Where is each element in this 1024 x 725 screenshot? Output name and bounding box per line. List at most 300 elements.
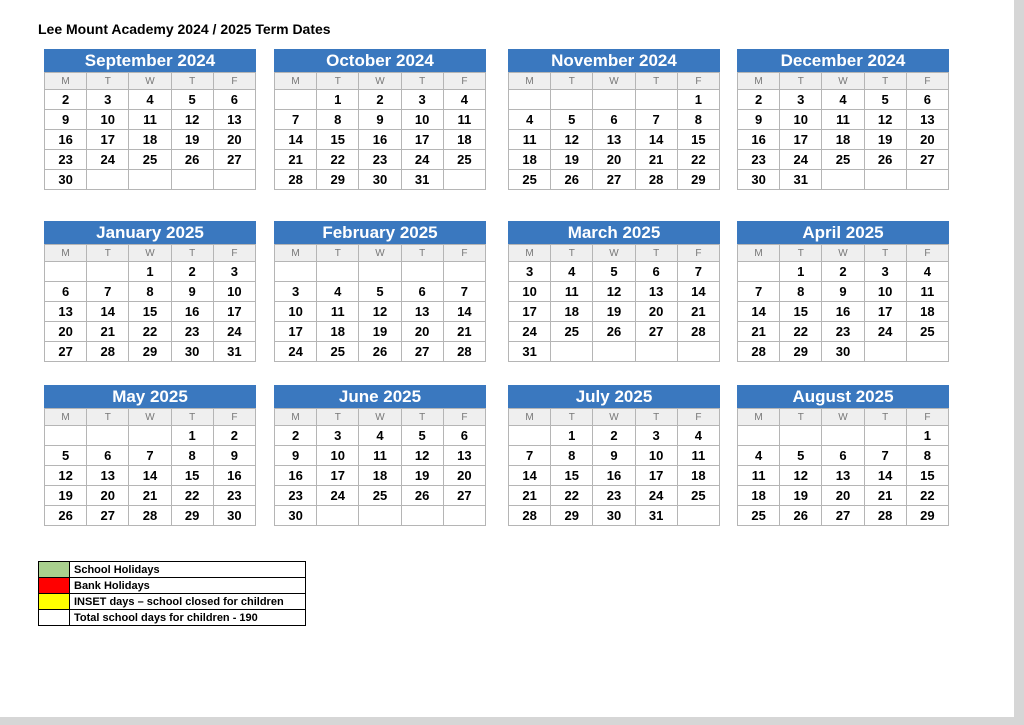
day-cell: 25 <box>129 150 171 170</box>
day-cell: 17 <box>509 302 551 322</box>
day-cell: 2 <box>213 426 255 446</box>
day-cell: 3 <box>401 90 443 110</box>
day-cell: 11 <box>317 302 359 322</box>
day-cell: 13 <box>401 302 443 322</box>
day-cell: 29 <box>317 170 359 190</box>
day-cell: 27 <box>401 342 443 362</box>
day-cell: 25 <box>551 322 593 342</box>
day-cell: 18 <box>677 466 719 486</box>
week-row <box>45 282 256 302</box>
day-cell: 16 <box>275 466 317 486</box>
day-cell <box>275 262 317 282</box>
day-cell: 28 <box>864 506 906 526</box>
day-cell: 17 <box>317 466 359 486</box>
day-cell: 19 <box>780 486 822 506</box>
month-calendar <box>44 49 256 190</box>
week-row <box>45 90 256 110</box>
day-cell: 20 <box>87 486 129 506</box>
week-row <box>738 150 949 170</box>
week-row <box>45 426 256 446</box>
day-cell: 21 <box>677 302 719 322</box>
day-cell: 13 <box>635 282 677 302</box>
day-cell: 2 <box>171 262 213 282</box>
day-cell: 4 <box>443 90 485 110</box>
day-cell: 3 <box>635 426 677 446</box>
day-cell: 25 <box>359 486 401 506</box>
month-grid <box>274 72 486 190</box>
day-cell: 30 <box>45 170 87 190</box>
weekday-label: W <box>822 409 864 426</box>
day-cell <box>906 342 948 362</box>
day-cell: 23 <box>738 150 780 170</box>
day-cell: 3 <box>213 262 255 282</box>
week-row <box>509 130 720 150</box>
day-cell: 14 <box>864 466 906 486</box>
weekday-label: T <box>171 409 213 426</box>
day-cell <box>822 170 864 190</box>
month-calendar <box>274 49 486 190</box>
day-cell: 19 <box>551 150 593 170</box>
day-cell: 14 <box>129 466 171 486</box>
day-cell: 7 <box>509 446 551 466</box>
week-row <box>738 90 949 110</box>
week-row <box>275 322 486 342</box>
day-cell: 2 <box>359 90 401 110</box>
day-cell: 11 <box>906 282 948 302</box>
day-cell: 10 <box>401 110 443 130</box>
week-row <box>509 110 720 130</box>
day-cell <box>87 170 129 190</box>
day-cell: 3 <box>87 90 129 110</box>
day-cell: 23 <box>593 486 635 506</box>
day-cell: 27 <box>906 150 948 170</box>
week-row <box>275 486 486 506</box>
day-cell: 11 <box>738 466 780 486</box>
week-row <box>738 170 949 190</box>
day-cell: 30 <box>738 170 780 190</box>
day-cell: 31 <box>401 170 443 190</box>
day-cell: 26 <box>171 150 213 170</box>
weekday-label: T <box>551 73 593 90</box>
week-row <box>738 486 949 506</box>
day-cell <box>317 506 359 526</box>
month-calendar <box>44 221 256 362</box>
day-cell: 22 <box>129 322 171 342</box>
day-cell: 13 <box>45 302 87 322</box>
day-cell <box>551 90 593 110</box>
day-cell: 29 <box>551 506 593 526</box>
week-row <box>738 466 949 486</box>
day-cell: 18 <box>129 130 171 150</box>
day-cell: 6 <box>822 446 864 466</box>
legend-row <box>39 594 306 610</box>
day-cell: 15 <box>129 302 171 322</box>
day-cell: 15 <box>171 466 213 486</box>
month-grid <box>737 244 949 362</box>
day-cell: 5 <box>593 262 635 282</box>
month-title: June 2025 <box>274 385 486 408</box>
week-row <box>509 170 720 190</box>
weekday-label: W <box>822 245 864 262</box>
week-row <box>275 342 486 362</box>
day-cell: 5 <box>551 110 593 130</box>
weekday-label: F <box>213 409 255 426</box>
weekday-label: F <box>906 73 948 90</box>
day-cell: 13 <box>906 110 948 130</box>
day-cell: 21 <box>635 150 677 170</box>
day-cell: 12 <box>780 466 822 486</box>
day-cell: 18 <box>822 130 864 150</box>
day-cell: 27 <box>635 322 677 342</box>
weekday-label: W <box>129 245 171 262</box>
day-cell: 8 <box>171 446 213 466</box>
day-cell: 16 <box>359 130 401 150</box>
day-cell: 30 <box>213 506 255 526</box>
day-cell: 11 <box>822 110 864 130</box>
legend-label: INSET days – school closed for children <box>70 594 306 610</box>
week-row <box>45 446 256 466</box>
weekday-label: M <box>275 73 317 90</box>
month-calendar <box>737 49 949 190</box>
day-cell: 24 <box>780 150 822 170</box>
day-cell: 9 <box>359 110 401 130</box>
day-cell <box>401 506 443 526</box>
day-cell: 6 <box>401 282 443 302</box>
day-cell: 12 <box>45 466 87 486</box>
month-calendar <box>508 221 720 362</box>
day-cell: 1 <box>171 426 213 446</box>
day-cell: 24 <box>87 150 129 170</box>
day-cell: 9 <box>738 110 780 130</box>
day-cell: 26 <box>780 506 822 526</box>
weekday-header-row <box>275 409 486 426</box>
page-title: Lee Mount Academy 2024 / 2025 Term Dates <box>38 21 331 37</box>
week-row <box>45 302 256 322</box>
week-row <box>738 262 949 282</box>
day-cell: 4 <box>677 426 719 446</box>
day-cell: 17 <box>275 322 317 342</box>
day-cell: 6 <box>443 426 485 446</box>
day-cell: 26 <box>401 486 443 506</box>
weekday-label: W <box>129 409 171 426</box>
day-cell <box>213 170 255 190</box>
weekday-label: M <box>45 409 87 426</box>
day-cell: 23 <box>171 322 213 342</box>
day-cell: 11 <box>359 446 401 466</box>
day-cell: 5 <box>45 446 87 466</box>
day-cell: 28 <box>443 342 485 362</box>
day-cell: 15 <box>906 466 948 486</box>
week-row <box>275 130 486 150</box>
day-cell: 15 <box>677 130 719 150</box>
day-cell: 3 <box>275 282 317 302</box>
weekday-header-row <box>509 409 720 426</box>
weekday-label: F <box>677 409 719 426</box>
day-cell: 26 <box>45 506 87 526</box>
month-title: May 2025 <box>44 385 256 408</box>
day-cell: 4 <box>509 110 551 130</box>
weekday-label: T <box>635 409 677 426</box>
weekday-label: T <box>171 73 213 90</box>
legend-row <box>39 578 306 594</box>
day-cell: 30 <box>822 342 864 362</box>
weekday-label: W <box>593 409 635 426</box>
weekday-label: M <box>738 73 780 90</box>
weekday-header-row <box>45 73 256 90</box>
month-calendar <box>44 385 256 526</box>
day-cell: 16 <box>822 302 864 322</box>
day-cell: 29 <box>171 506 213 526</box>
weekday-label: F <box>906 409 948 426</box>
day-cell: 19 <box>359 322 401 342</box>
day-cell: 21 <box>443 322 485 342</box>
legend-swatch-inset <box>39 594 70 610</box>
day-cell: 11 <box>677 446 719 466</box>
day-cell: 28 <box>87 342 129 362</box>
day-cell: 31 <box>635 506 677 526</box>
day-cell: 8 <box>129 282 171 302</box>
week-row <box>275 170 486 190</box>
day-cell: 23 <box>275 486 317 506</box>
day-cell: 16 <box>213 466 255 486</box>
week-row <box>275 466 486 486</box>
day-cell: 2 <box>738 90 780 110</box>
day-cell: 15 <box>317 130 359 150</box>
day-cell: 21 <box>275 150 317 170</box>
week-row <box>738 110 949 130</box>
month-title: September 2024 <box>44 49 256 72</box>
month-title: December 2024 <box>737 49 949 72</box>
day-cell: 22 <box>677 150 719 170</box>
day-cell: 12 <box>359 302 401 322</box>
week-row <box>275 262 486 282</box>
day-cell <box>443 506 485 526</box>
day-cell: 21 <box>87 322 129 342</box>
day-cell: 18 <box>906 302 948 322</box>
day-cell: 9 <box>45 110 87 130</box>
day-cell: 12 <box>864 110 906 130</box>
day-cell <box>359 506 401 526</box>
weekday-label: F <box>906 245 948 262</box>
weekday-label: M <box>275 245 317 262</box>
day-cell: 26 <box>864 150 906 170</box>
day-cell: 10 <box>213 282 255 302</box>
day-cell: 28 <box>509 506 551 526</box>
day-cell: 8 <box>677 110 719 130</box>
weekday-label: F <box>443 409 485 426</box>
day-cell: 17 <box>635 466 677 486</box>
day-cell: 20 <box>443 466 485 486</box>
legend-swatch-bank <box>39 578 70 594</box>
week-row <box>275 426 486 446</box>
day-cell: 29 <box>906 506 948 526</box>
day-cell: 10 <box>317 446 359 466</box>
day-cell: 14 <box>275 130 317 150</box>
day-cell: 6 <box>87 446 129 466</box>
day-cell: 18 <box>509 150 551 170</box>
day-cell: 27 <box>213 150 255 170</box>
month-grid <box>44 244 256 362</box>
day-cell: 3 <box>864 262 906 282</box>
day-cell: 5 <box>359 282 401 302</box>
month-calendar <box>274 385 486 526</box>
week-row <box>275 110 486 130</box>
weekday-label: M <box>45 245 87 262</box>
day-cell: 6 <box>635 262 677 282</box>
day-cell: 11 <box>443 110 485 130</box>
day-cell: 24 <box>275 342 317 362</box>
weekday-label: M <box>738 245 780 262</box>
weekday-label: T <box>401 409 443 426</box>
day-cell: 15 <box>780 302 822 322</box>
weekday-label: M <box>509 245 551 262</box>
month-grid <box>274 408 486 526</box>
month-title: February 2025 <box>274 221 486 244</box>
weekday-label: T <box>864 73 906 90</box>
day-cell: 20 <box>822 486 864 506</box>
week-row <box>275 446 486 466</box>
day-cell: 20 <box>593 150 635 170</box>
weekday-label: F <box>443 73 485 90</box>
week-row <box>738 446 949 466</box>
day-cell: 4 <box>129 90 171 110</box>
weekday-label: M <box>509 409 551 426</box>
weekday-header-row <box>45 245 256 262</box>
day-cell: 3 <box>509 262 551 282</box>
day-cell: 20 <box>401 322 443 342</box>
day-cell: 24 <box>317 486 359 506</box>
day-cell: 11 <box>551 282 593 302</box>
month-grid <box>274 244 486 362</box>
day-cell: 2 <box>593 426 635 446</box>
day-cell <box>443 262 485 282</box>
week-row <box>45 130 256 150</box>
day-cell: 25 <box>443 150 485 170</box>
week-row <box>509 342 720 362</box>
day-cell: 14 <box>738 302 780 322</box>
day-cell <box>635 90 677 110</box>
week-row <box>509 322 720 342</box>
day-cell: 4 <box>822 90 864 110</box>
day-cell: 19 <box>401 466 443 486</box>
legend-swatch-holiday <box>39 562 70 578</box>
day-cell: 24 <box>213 322 255 342</box>
day-cell: 25 <box>738 506 780 526</box>
day-cell: 4 <box>906 262 948 282</box>
day-cell <box>906 170 948 190</box>
day-cell <box>864 170 906 190</box>
week-row <box>509 150 720 170</box>
month-grid <box>737 72 949 190</box>
month-title: April 2025 <box>737 221 949 244</box>
week-row <box>509 506 720 526</box>
day-cell: 20 <box>635 302 677 322</box>
week-row <box>45 466 256 486</box>
weekday-label: W <box>359 73 401 90</box>
weekday-label: F <box>213 73 255 90</box>
day-cell: 2 <box>822 262 864 282</box>
day-cell: 17 <box>401 130 443 150</box>
day-cell: 7 <box>635 110 677 130</box>
day-cell: 29 <box>780 342 822 362</box>
day-cell: 22 <box>551 486 593 506</box>
weekday-label: F <box>443 245 485 262</box>
day-cell: 1 <box>677 90 719 110</box>
month-grid <box>737 408 949 526</box>
day-cell: 8 <box>780 282 822 302</box>
day-cell <box>317 262 359 282</box>
day-cell <box>551 342 593 362</box>
week-row <box>738 342 949 362</box>
month-grid <box>508 244 720 362</box>
day-cell <box>593 342 635 362</box>
month-grid <box>508 408 720 526</box>
day-cell: 5 <box>401 426 443 446</box>
day-cell: 11 <box>129 110 171 130</box>
weekday-label: T <box>87 245 129 262</box>
week-row <box>509 426 720 446</box>
day-cell: 23 <box>45 150 87 170</box>
week-row <box>275 506 486 526</box>
day-cell: 14 <box>87 302 129 322</box>
week-row <box>738 302 949 322</box>
day-cell <box>593 90 635 110</box>
day-cell: 12 <box>593 282 635 302</box>
day-cell: 7 <box>129 446 171 466</box>
day-cell: 25 <box>677 486 719 506</box>
legend-swatch-none <box>39 610 70 626</box>
day-cell: 12 <box>171 110 213 130</box>
day-cell <box>45 262 87 282</box>
week-row <box>275 150 486 170</box>
weekday-header-row <box>509 73 720 90</box>
weekday-label: T <box>401 73 443 90</box>
weekday-header-row <box>738 245 949 262</box>
weekday-label: T <box>317 245 359 262</box>
weekday-label: W <box>359 245 401 262</box>
day-cell: 10 <box>87 110 129 130</box>
weekday-label: T <box>780 245 822 262</box>
day-cell: 16 <box>738 130 780 150</box>
day-cell: 16 <box>45 130 87 150</box>
weekday-label: T <box>87 409 129 426</box>
day-cell <box>359 262 401 282</box>
day-cell: 30 <box>171 342 213 362</box>
week-row <box>45 150 256 170</box>
day-cell <box>509 426 551 446</box>
week-row <box>509 486 720 506</box>
day-cell: 6 <box>45 282 87 302</box>
legend-row <box>39 610 306 626</box>
day-cell: 28 <box>635 170 677 190</box>
day-cell <box>45 426 87 446</box>
weekday-header-row <box>509 245 720 262</box>
day-cell: 17 <box>780 130 822 150</box>
day-cell: 8 <box>317 110 359 130</box>
day-cell: 12 <box>401 446 443 466</box>
week-row <box>275 90 486 110</box>
month-title: July 2025 <box>508 385 720 408</box>
day-cell: 18 <box>317 322 359 342</box>
day-cell <box>635 342 677 362</box>
day-cell: 10 <box>780 110 822 130</box>
weekday-label: W <box>359 409 401 426</box>
weekday-label: M <box>738 409 780 426</box>
week-row <box>45 506 256 526</box>
day-cell: 5 <box>864 90 906 110</box>
weekday-label: T <box>780 409 822 426</box>
day-cell: 26 <box>593 322 635 342</box>
